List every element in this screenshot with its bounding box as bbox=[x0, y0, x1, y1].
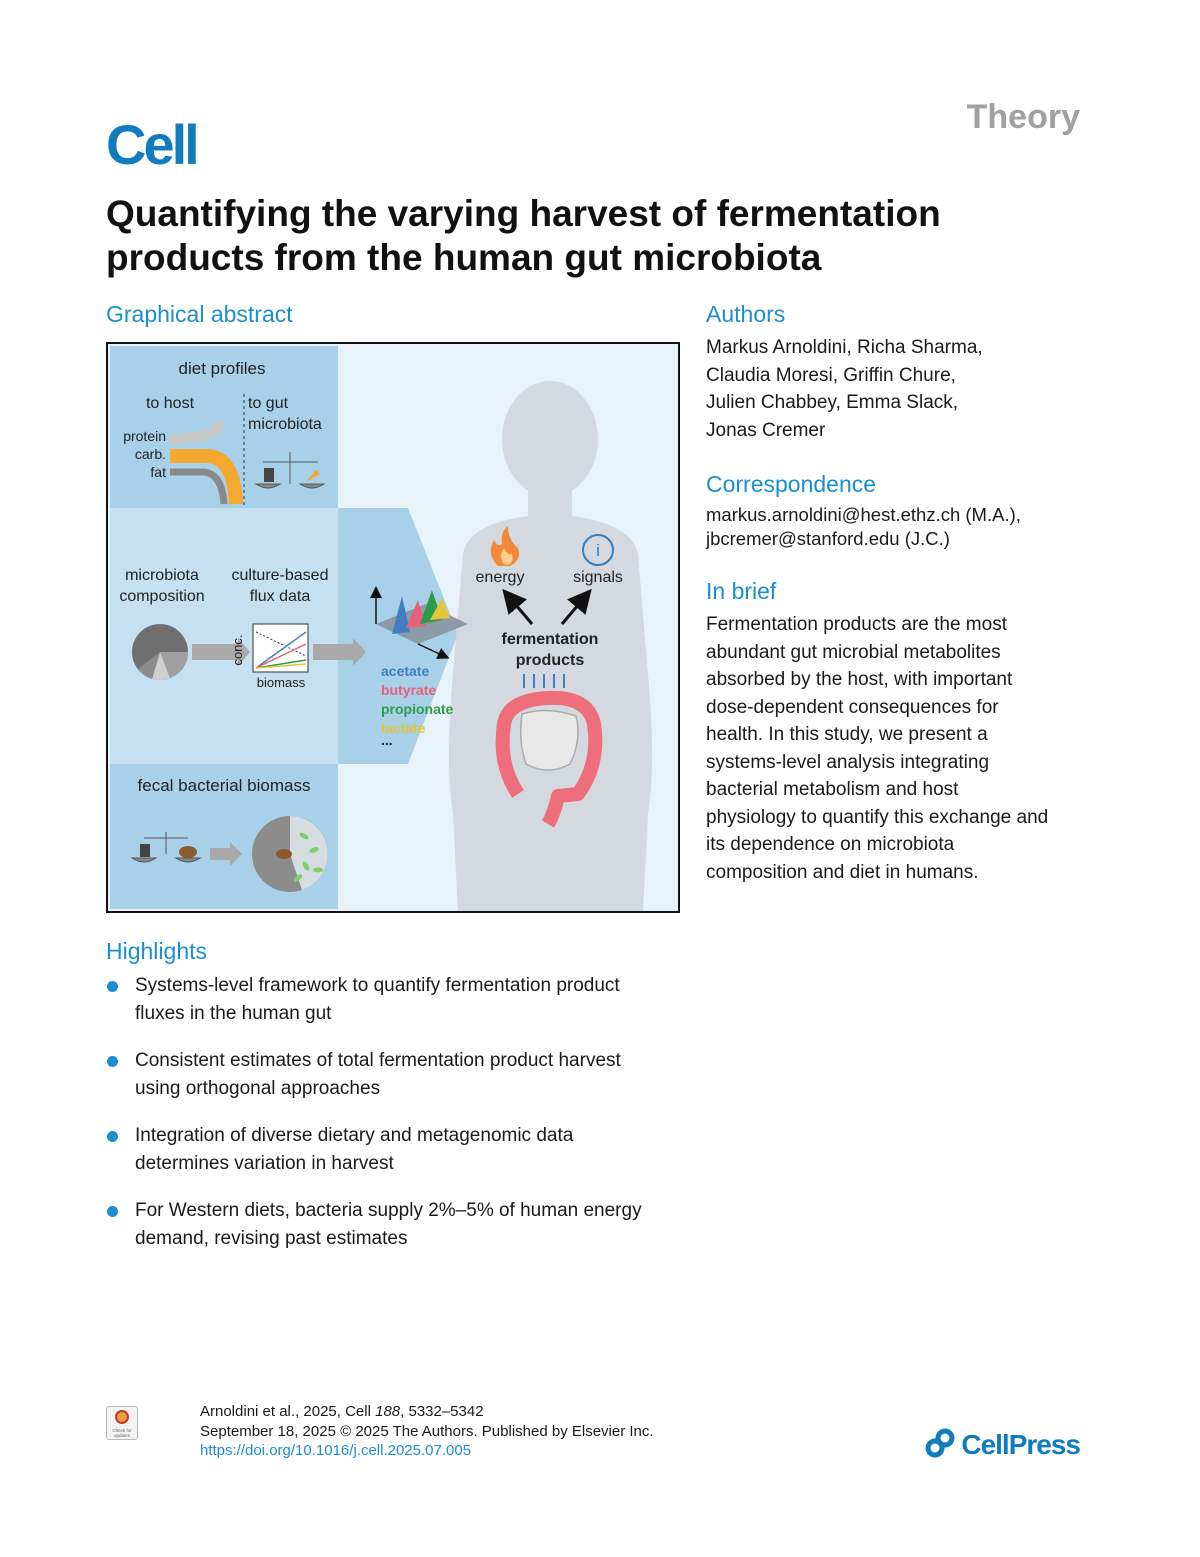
to-gut-label: to gut bbox=[248, 395, 289, 412]
signals-label: signals bbox=[573, 569, 623, 586]
fermentation-label: fermentation bbox=[501, 631, 599, 648]
highlight-line: determines variation in harvest bbox=[135, 1152, 394, 1174]
publisher-name: CellPress bbox=[961, 1429, 1080, 1460]
biomass-axis-label: biomass bbox=[256, 675, 306, 690]
graphical-abstract-figure bbox=[106, 342, 680, 913]
copyright-line: September 18, 2025 © 2025 The Authors. Published by Elsevier Inc. bbox=[200, 1422, 654, 1440]
bullet-icon bbox=[107, 1056, 118, 1067]
highlight-item bbox=[106, 972, 696, 1027]
microbiota-label: microbiota bbox=[125, 567, 199, 584]
highlight-line: demand, revising past estimates bbox=[135, 1227, 408, 1249]
diet-profiles-label: diet profiles bbox=[178, 359, 266, 378]
highlight-line: Consistent estimates of total fermentation product harvest bbox=[135, 1050, 621, 1071]
citation-pages: , 5332–5342 bbox=[400, 1403, 484, 1420]
badge-text-line: Check for bbox=[112, 1428, 132, 1433]
highlight-item bbox=[106, 1047, 696, 1102]
correspondence-heading: Correspondence bbox=[706, 471, 877, 497]
graphical-abstract-heading: Graphical abstract bbox=[106, 301, 293, 327]
bullet-icon bbox=[107, 1131, 118, 1142]
info-icon-glyph: i bbox=[596, 541, 600, 560]
ellipsis-label: ... bbox=[381, 732, 393, 748]
conc-axis-label: conc. bbox=[230, 634, 245, 666]
in-brief-line: health. In this study, we present a bbox=[706, 724, 988, 745]
highlight-line: Integration of diverse dietary and metagenomic data bbox=[135, 1125, 574, 1146]
author-line: Markus Arnoldini, Richa Sharma, bbox=[706, 337, 983, 358]
bullet-icon bbox=[107, 1206, 118, 1217]
in-brief-line: composition and diet in humans. bbox=[706, 861, 979, 883]
composition-label: composition bbox=[119, 588, 205, 605]
lactate-label: lactate bbox=[381, 720, 426, 736]
author-line: Jonas Cremer bbox=[706, 419, 826, 441]
acetate-label: acetate bbox=[381, 663, 430, 679]
publisher-logo bbox=[925, 1428, 1080, 1461]
authors-heading: Authors bbox=[706, 301, 786, 327]
citation-footer bbox=[200, 1402, 654, 1461]
highlight-line: using orthogonal approaches bbox=[135, 1077, 381, 1099]
biomass-pie-chart bbox=[252, 816, 328, 892]
highlight-item bbox=[106, 1122, 696, 1177]
highlight-line: Systems-level framework to quantify fermentation product bbox=[135, 975, 620, 996]
protein-label: protein bbox=[123, 428, 166, 444]
in-brief-line: its dependence on microbiota bbox=[706, 834, 955, 855]
flux-data-label: flux data bbox=[249, 588, 311, 605]
citation-line bbox=[200, 1402, 654, 1422]
butyrate-label: butyrate bbox=[381, 682, 437, 698]
in-brief-line: Fermentation products are the most bbox=[706, 614, 1007, 635]
in-brief-line: absorbed by the host, with important bbox=[706, 669, 1013, 690]
article-type-label: Theory bbox=[966, 98, 1080, 136]
bullet-icon bbox=[107, 981, 118, 992]
correspondence-email[interactable]: markus.arnoldini@hest.ethz.ch (M.A.), bbox=[706, 504, 1021, 525]
in-brief-line: abundant gut microbial metabolites bbox=[706, 641, 1001, 663]
highlight-item bbox=[106, 1197, 696, 1252]
highlights-list bbox=[106, 972, 696, 1272]
doi-link[interactable]: https://doi.org/10.1016/j.cell.2025.07.005 bbox=[200, 1442, 472, 1459]
correspondence-block bbox=[706, 503, 1021, 551]
products-label: products bbox=[515, 652, 585, 669]
correspondence-email[interactable]: jbcremer@stanford.edu (J.C.) bbox=[706, 528, 950, 549]
check-for-updates-badge[interactable] bbox=[106, 1406, 138, 1440]
fecal-biomass-label: fecal bacterial biomass bbox=[137, 776, 311, 795]
to-host-label: to host bbox=[145, 395, 195, 412]
in-brief-line: dose-dependent consequences for bbox=[706, 696, 999, 718]
propionate-label: propionate bbox=[381, 701, 454, 717]
author-line: Julien Chabbey, Emma Slack, bbox=[706, 392, 959, 413]
badge-text bbox=[107, 1428, 137, 1438]
check-updates-icon bbox=[115, 1410, 129, 1424]
badge-text-line: updates bbox=[113, 1433, 130, 1438]
highlights-heading: Highlights bbox=[106, 938, 207, 964]
citation-prefix: Arnoldini et al., 2025, Cell bbox=[200, 1403, 376, 1420]
citation-volume: 188 bbox=[375, 1403, 401, 1420]
to-gut-label-2: microbiota bbox=[248, 416, 322, 433]
highlight-line: fluxes in the human gut bbox=[135, 1002, 332, 1024]
author-line: Claudia Moresi, Griffin Chure, bbox=[706, 364, 956, 386]
energy-label: energy bbox=[475, 569, 525, 586]
article-title: Quantifying the varying harvest of fermentation products from the human gut microbiota bbox=[106, 193, 941, 278]
in-brief-line: systems-level analysis integrating bbox=[706, 751, 990, 773]
journal-logo: Cell bbox=[106, 113, 197, 176]
cellpress-icon bbox=[925, 1428, 955, 1458]
highlight-line: For Western diets, bacteria supply 2%–5% of human energy bbox=[135, 1200, 642, 1221]
flux-plot bbox=[253, 624, 308, 672]
composition-pie-chart bbox=[132, 624, 188, 680]
in-brief-line: bacterial metabolism and host bbox=[706, 779, 959, 800]
culture-label: culture-based bbox=[231, 567, 329, 584]
fat-label: fat bbox=[150, 464, 166, 480]
in-brief-line: physiology to quantify this exchange and bbox=[706, 806, 1049, 828]
carb-label: carb. bbox=[134, 446, 166, 462]
in-brief-heading: In brief bbox=[706, 578, 777, 604]
in-brief-text bbox=[706, 611, 1048, 886]
graphical-abstract-svg bbox=[108, 344, 678, 911]
authors-list bbox=[706, 334, 983, 444]
